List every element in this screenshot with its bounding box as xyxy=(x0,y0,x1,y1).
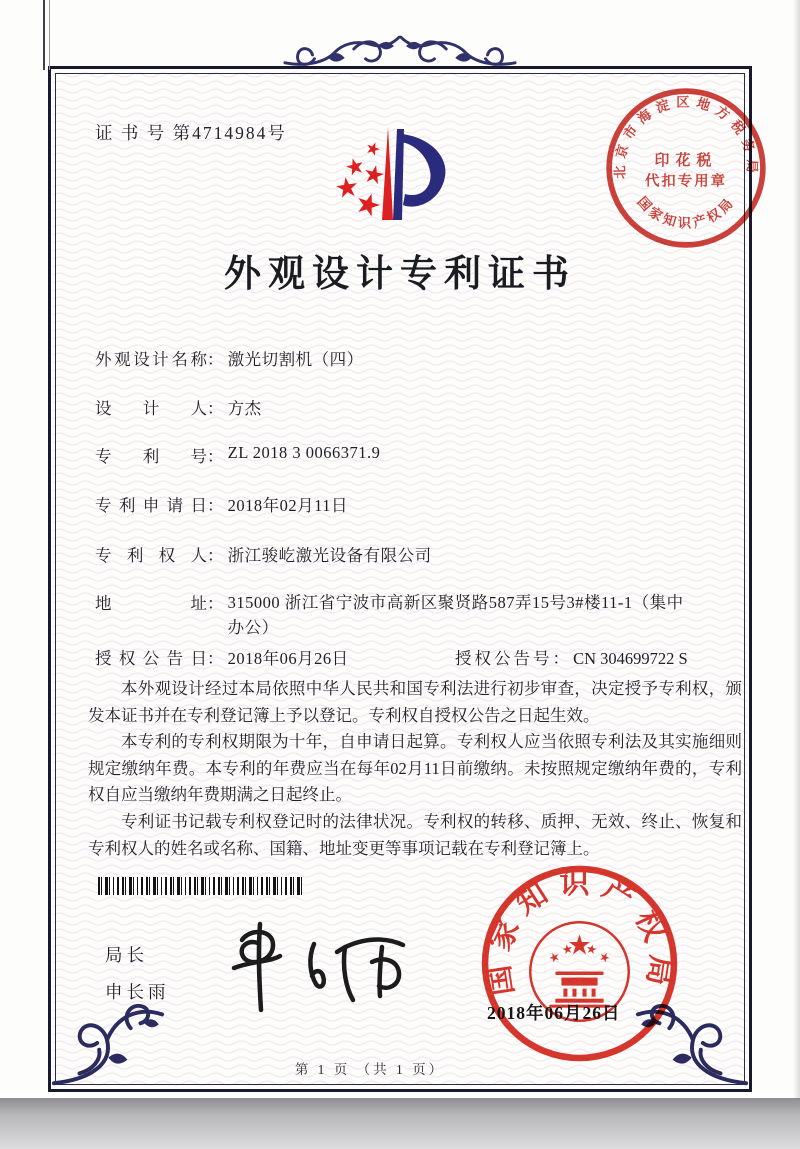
tax-stamp-line2: 代扣专用章 xyxy=(645,173,727,190)
field-label: 授权公告号 xyxy=(455,649,553,668)
field-label: 专利号 xyxy=(95,447,207,466)
seal-ring-text: 国家知识产权局 xyxy=(480,866,679,998)
field-colon: ： xyxy=(207,496,224,515)
field-value: 浙江骏屹激光设备有限公司 xyxy=(227,546,432,565)
tax-stamp-line1: 印花税 xyxy=(654,152,718,169)
cnipa-seal xyxy=(477,861,683,1067)
field-colon: ： xyxy=(207,447,224,466)
field-value: 方杰 xyxy=(227,399,262,418)
page-edge-line xyxy=(49,0,50,70)
field-value: 315000 浙江省宁波市高新区聚贤路587弄15号3#楼11-1（集中办公） xyxy=(227,593,684,637)
field-designer xyxy=(95,395,743,419)
field-label: 授权公告日 xyxy=(95,649,207,668)
field-grant-date xyxy=(95,645,743,669)
certificate-number: 证 书 号 第4714984号 xyxy=(95,123,287,143)
field-value: ZL 2018 3 0066371.9 xyxy=(227,443,381,462)
field-label: 专利申请日 xyxy=(95,496,207,515)
field-address xyxy=(95,590,743,640)
commissioner-signature-icon xyxy=(222,916,412,1014)
field-label: 专利权人 xyxy=(95,546,207,565)
svg-text:国家知识产权局 xyxy=(634,193,737,230)
field-colon: ： xyxy=(552,649,569,668)
field-value: 激光切割机（四） xyxy=(227,350,364,369)
field-design-name xyxy=(95,346,743,370)
field-colon: ： xyxy=(207,399,224,418)
paragraph-1: 本外观设计经过本局依照中华人民共和国专利法进行初步审查，决定授予专利权，颁发本证书并在专利登记簿上予以登记。专利权自授权公告之日起生效。 xyxy=(88,679,742,725)
field-label: 设计人 xyxy=(95,399,207,418)
field-colon: ： xyxy=(207,350,224,369)
field-patent-number xyxy=(95,443,743,467)
sipo-logo-icon xyxy=(330,112,466,236)
page-edge-line xyxy=(43,0,45,70)
tax-stamp-ring-bottom: 国家知识产权局 xyxy=(634,193,738,231)
field-value: 2018年02月11日 xyxy=(227,496,349,515)
legal-text xyxy=(88,676,742,862)
commissioner-title: 局长 xyxy=(105,945,148,965)
paragraph-3: 专利证书记载专利权登记时的法律状况。专利权的转移、质押、无效、终止、恢复和专利权人的姓名或名称、国籍、地址变更等事项记载在专利登记簿上。 xyxy=(88,811,742,858)
scan-background xyxy=(0,1098,800,1149)
field-colon: ： xyxy=(207,546,224,565)
scan-right-shadow xyxy=(793,0,800,1100)
tax-stamp xyxy=(604,86,768,250)
field-colon: ： xyxy=(207,594,224,613)
seal-date: 2018年06月26日 xyxy=(487,1003,621,1023)
field-patentee xyxy=(95,542,743,566)
paragraph-2: 本专利的专利权期限为十年，自申请日起算。专利权人应当依照专利法及其实施细则规定缴纳年费。本专利的年费应当在每年02月11日前缴纳。未按照规定缴纳年费的，专利权自应当缴纳年费期满之日起终止。 xyxy=(88,732,742,805)
page-number: 第 1 页 （共 1 页） xyxy=(294,1062,446,1077)
tax-stamp-ring-top: 北京市海淀区地方税务局 xyxy=(612,94,760,180)
field-value: 2018年06月26日 xyxy=(227,649,349,668)
field-label: 外观设计名称 xyxy=(95,350,207,369)
field-grant-number xyxy=(455,645,688,669)
field-colon: ： xyxy=(207,649,224,668)
certificate-title: 外观设计专利证书 xyxy=(224,254,576,295)
field-label: 地址 xyxy=(95,594,207,613)
field-value: CN 304699722 S xyxy=(573,649,688,668)
certificate-barcode xyxy=(98,877,302,895)
field-application-date xyxy=(95,492,743,516)
commissioner-name: 申长雨 xyxy=(105,982,170,1002)
